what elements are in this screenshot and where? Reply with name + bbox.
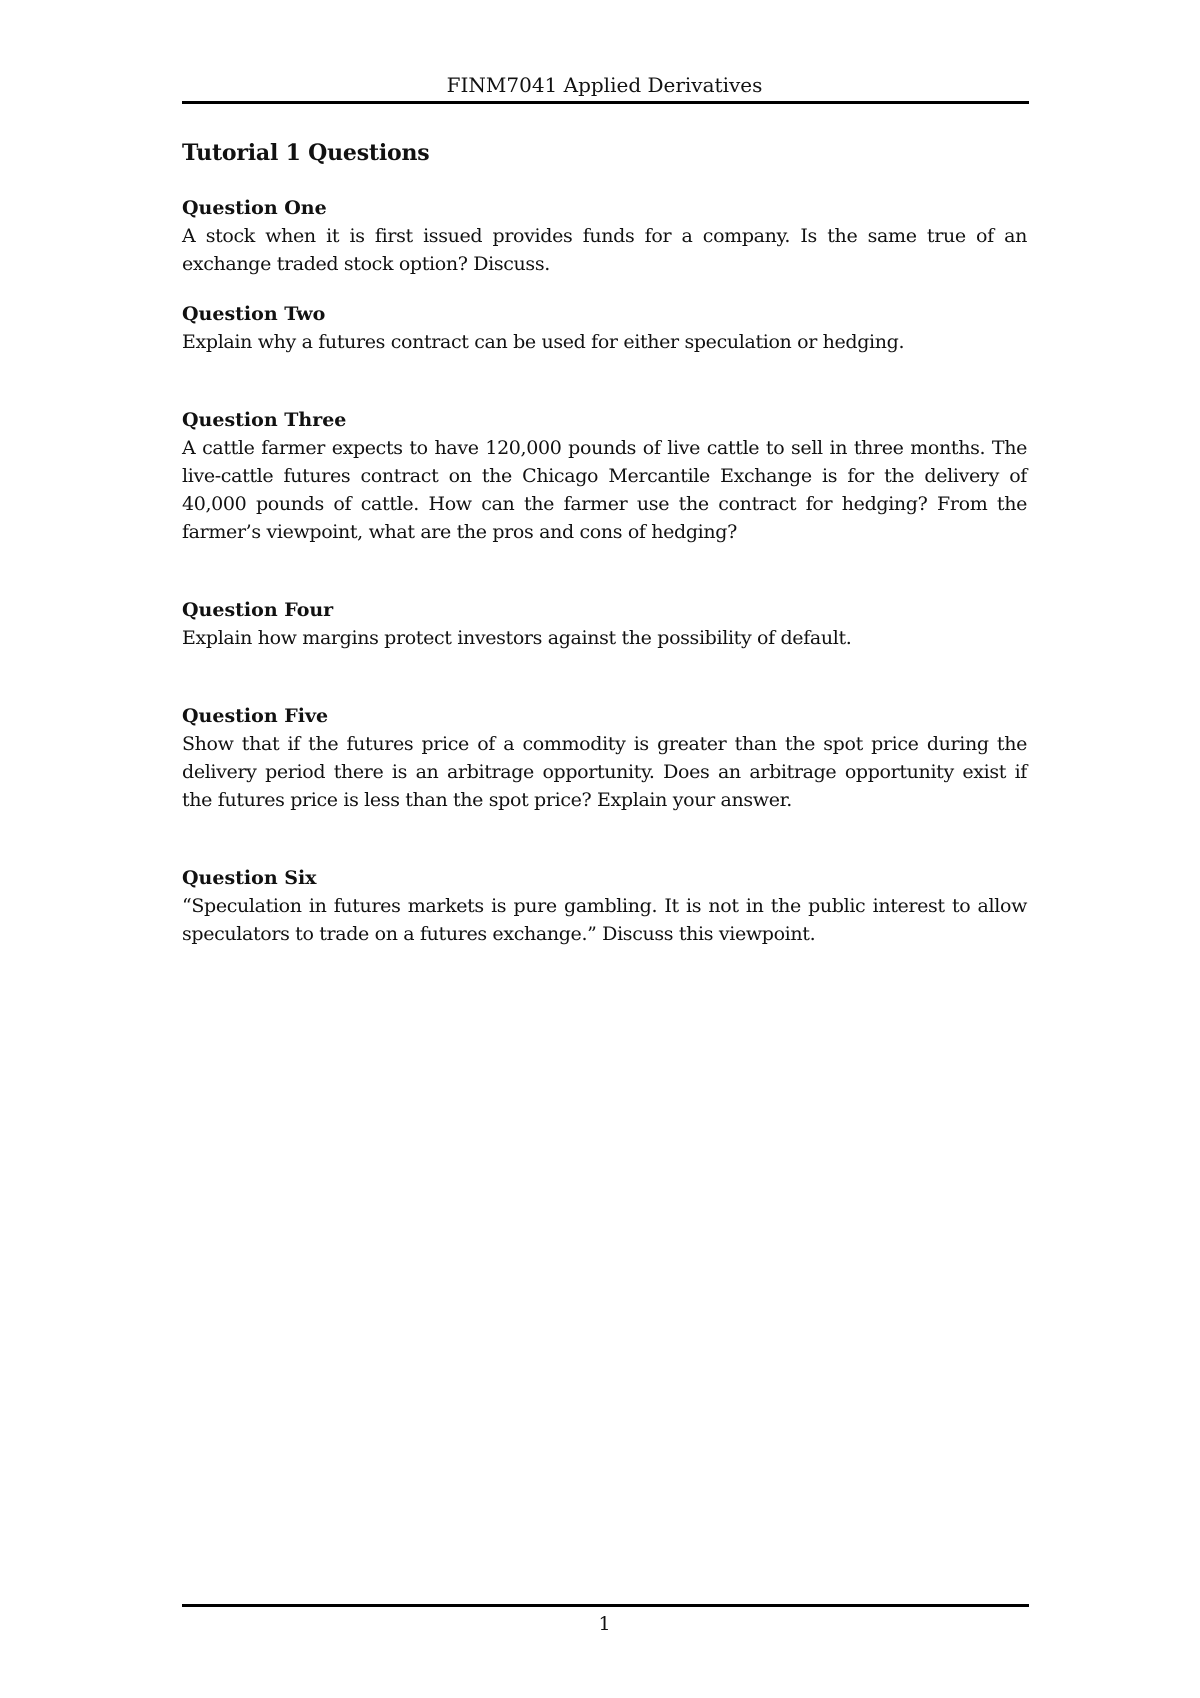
question-six <box>182 864 1027 948</box>
header-rule <box>182 101 1029 104</box>
question-five <box>182 702 1027 814</box>
question-three <box>182 406 1027 546</box>
footer-rule <box>182 1604 1029 1607</box>
question-heading: Question Four <box>182 599 334 621</box>
question-heading: Question One <box>182 197 327 219</box>
question-heading: Question Five <box>182 705 329 727</box>
question-text: Explain how margins protect investors against the possibility of default. <box>182 627 852 649</box>
document-body <box>182 138 1027 948</box>
question-heading: Question Six <box>182 867 317 889</box>
page-number: 1 <box>598 1613 611 1635</box>
page-title: Tutorial 1 Questions <box>182 140 430 166</box>
question-heading: Question Three <box>182 409 347 431</box>
question-text: Show that if the futures price of a commodity is greater than the spot price during the delivery period there is an arbitrage opportunity. Does an arbitrage opportunity exist if the futures price is less than the spot price? Explain your answer. <box>182 733 1027 811</box>
question-four <box>182 596 1027 652</box>
question-text: A cattle farmer expects to have 120,000 pounds of live cattle to sell in three months. The live-cattle futures contract on the Chicago Mercantile Exchange is for the delivery of 40,000 pounds of cattle. How can the farmer use the contract for hedging? From the farmer’s viewpoint, what are the pros and cons of hedging? <box>182 437 1027 543</box>
running-header: FINM7041 Applied Derivatives <box>446 73 763 97</box>
question-text: A stock when it is first issued provides funds for a company. Is the same true of an exchange traded stock option? Discuss. <box>182 225 1027 275</box>
question-text: “Speculation in futures markets is pure gambling. It is not in the public interest to allow speculators to trade on a futures exchange.” Discuss this viewpoint. <box>182 895 1027 945</box>
question-heading: Question Two <box>182 303 326 325</box>
question-two <box>182 300 1027 356</box>
question-one <box>182 194 1027 278</box>
question-text: Explain why a futures contract can be used for either speculation or hedging. <box>182 331 905 353</box>
